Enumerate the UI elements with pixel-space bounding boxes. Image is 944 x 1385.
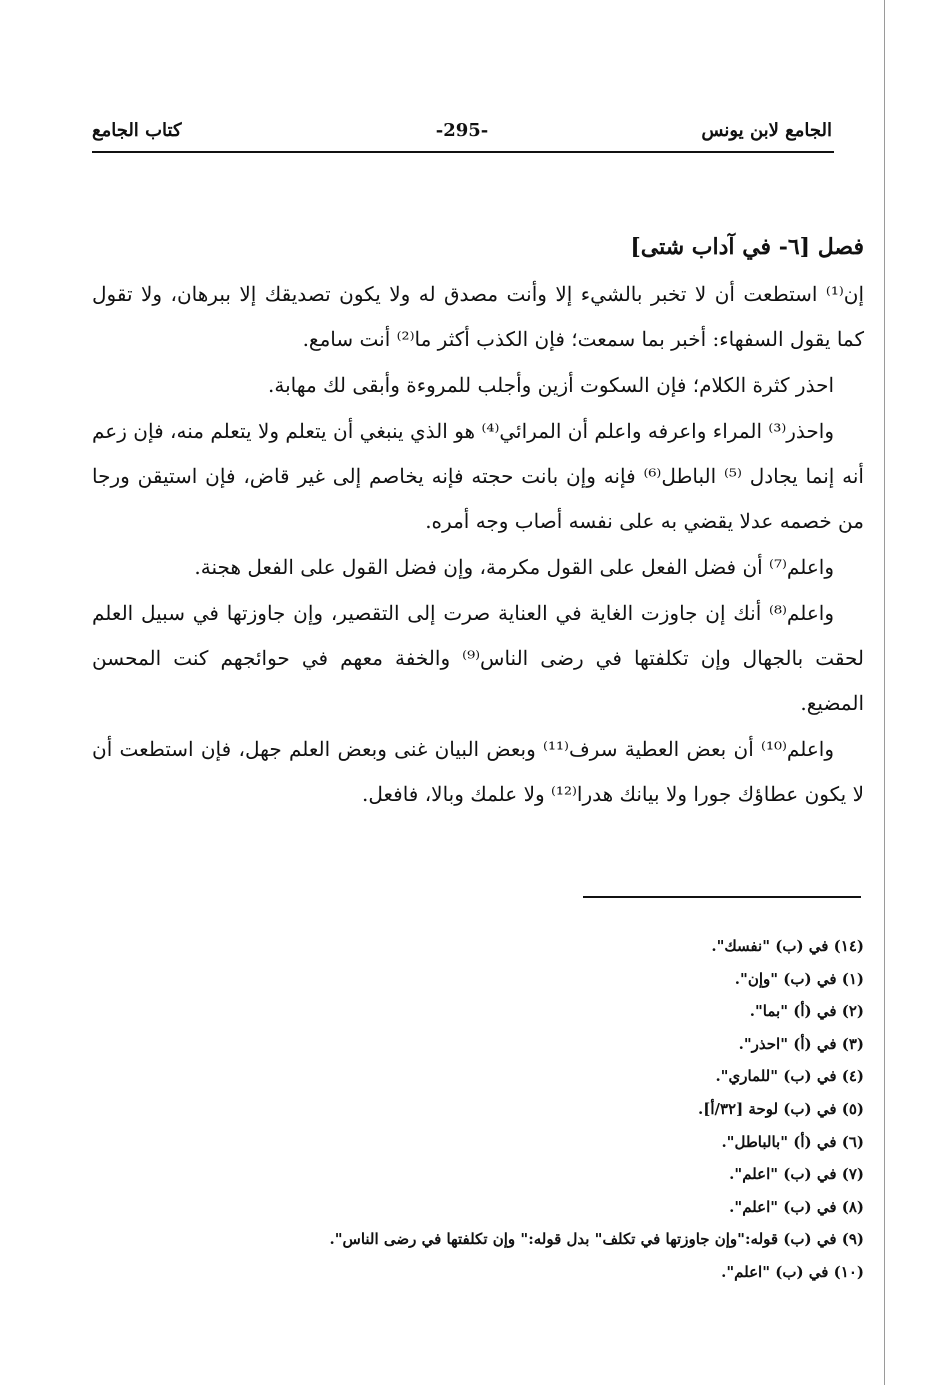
- footnote: (٢) في (أ) "بما".: [749, 1002, 864, 1021]
- footnote: (٦) في (أ) "بالباطل".: [721, 1132, 864, 1151]
- paragraph: واحذر⁽³⁾ المراء واعرفه واعلم أن المرائي⁽⁴⁾ هو الذي ينبغي أن يتعلم ولا يتعلم منه، فإن زعم أنه إنما يجادل ⁽⁵⁾ الباطل⁽⁶⁾ فإنه وإن بانت حجته فإنه يخاصم إلى غير قاض، فإن استيقن ورجا من خصمه عدلا يقضي به على نفسه أصاب وجه أمره.: [92, 419, 864, 533]
- running-head-chapter: كتاب الجامع: [92, 120, 182, 141]
- paragraph: احذر كثرة الكلام؛ فإن السكوت أزين وأجلب للمروءة وأبقى لك مهابة.: [267, 373, 834, 397]
- header-rule: [92, 151, 834, 153]
- footnote: (١) في (ب) "وإن".: [734, 969, 864, 988]
- footnote: (١٤) في (ب) "نفسك".: [711, 937, 864, 955]
- section-title: فصل [٦- في آداب شتى]: [630, 234, 864, 260]
- footnotes-list: [150, 930, 864, 1289]
- footnote: (٧) في (ب) "اعلم".: [729, 1165, 864, 1184]
- footnote: (٣) في (أ) "احذر".: [738, 1034, 864, 1053]
- page-header: [92, 118, 832, 148]
- footnote: (٩) في (ب) قوله:"وإن جاوزتها في تكلف" بدل قوله:" وإن تكلفتها في رضى الناس".: [329, 1230, 864, 1249]
- running-head-book-title: الجامع لابن يونس: [701, 120, 832, 141]
- footnote: (٥) في (ب) لوحة [٣٢/أ].: [698, 1099, 864, 1118]
- main-text: [92, 228, 864, 818]
- scan-edge-line: [884, 0, 885, 1385]
- paragraph: واعلم⁽⁸⁾ أنك إن جاوزت الغاية في العناية صرت إلى التقصير، وإن جاوزتها في سبيل العلم لحقت بالجهال وإن تكلفتها في رضى الناس⁽⁹⁾ والخفة معهم في حوائجهم كنت المحسن المضيع.: [92, 601, 864, 715]
- paragraph: إن⁽¹⁾ استطعت أن لا تخبر بالشيء إلا وأنت مصدق له ولا يكون تصديقك إلا ببرهان، ولا تقول كما يقول السفهاء: أخبر بما سمعت؛ فإن الكذب أكثر ما⁽²⁾ أنت سامع.: [92, 282, 864, 351]
- footnote: (٨) في (ب) "اعلم".: [729, 1197, 864, 1216]
- footnote: (٤) في (ب) "للماري".: [715, 1067, 864, 1086]
- page-number: -295-: [435, 120, 489, 141]
- footnote: (١٠) في (ب) "اعلم".: [721, 1262, 864, 1281]
- paragraph: واعلم⁽¹⁰⁾ أن بعض العطية سرف⁽¹¹⁾ وبعض البيان غنى وبعض العلم جهل، فإن استطعت أن لا يكون عطاؤك جورا ولا بيانك هدرا⁽¹²⁾ ولا علمك وبالا، فافعل.: [92, 737, 864, 806]
- paragraph: واعلم⁽⁷⁾ أن فضل الفعل على القول مكرمة، وإن فضل القول على الفعل هجنة.: [194, 555, 834, 579]
- footnote-separator: [583, 896, 861, 898]
